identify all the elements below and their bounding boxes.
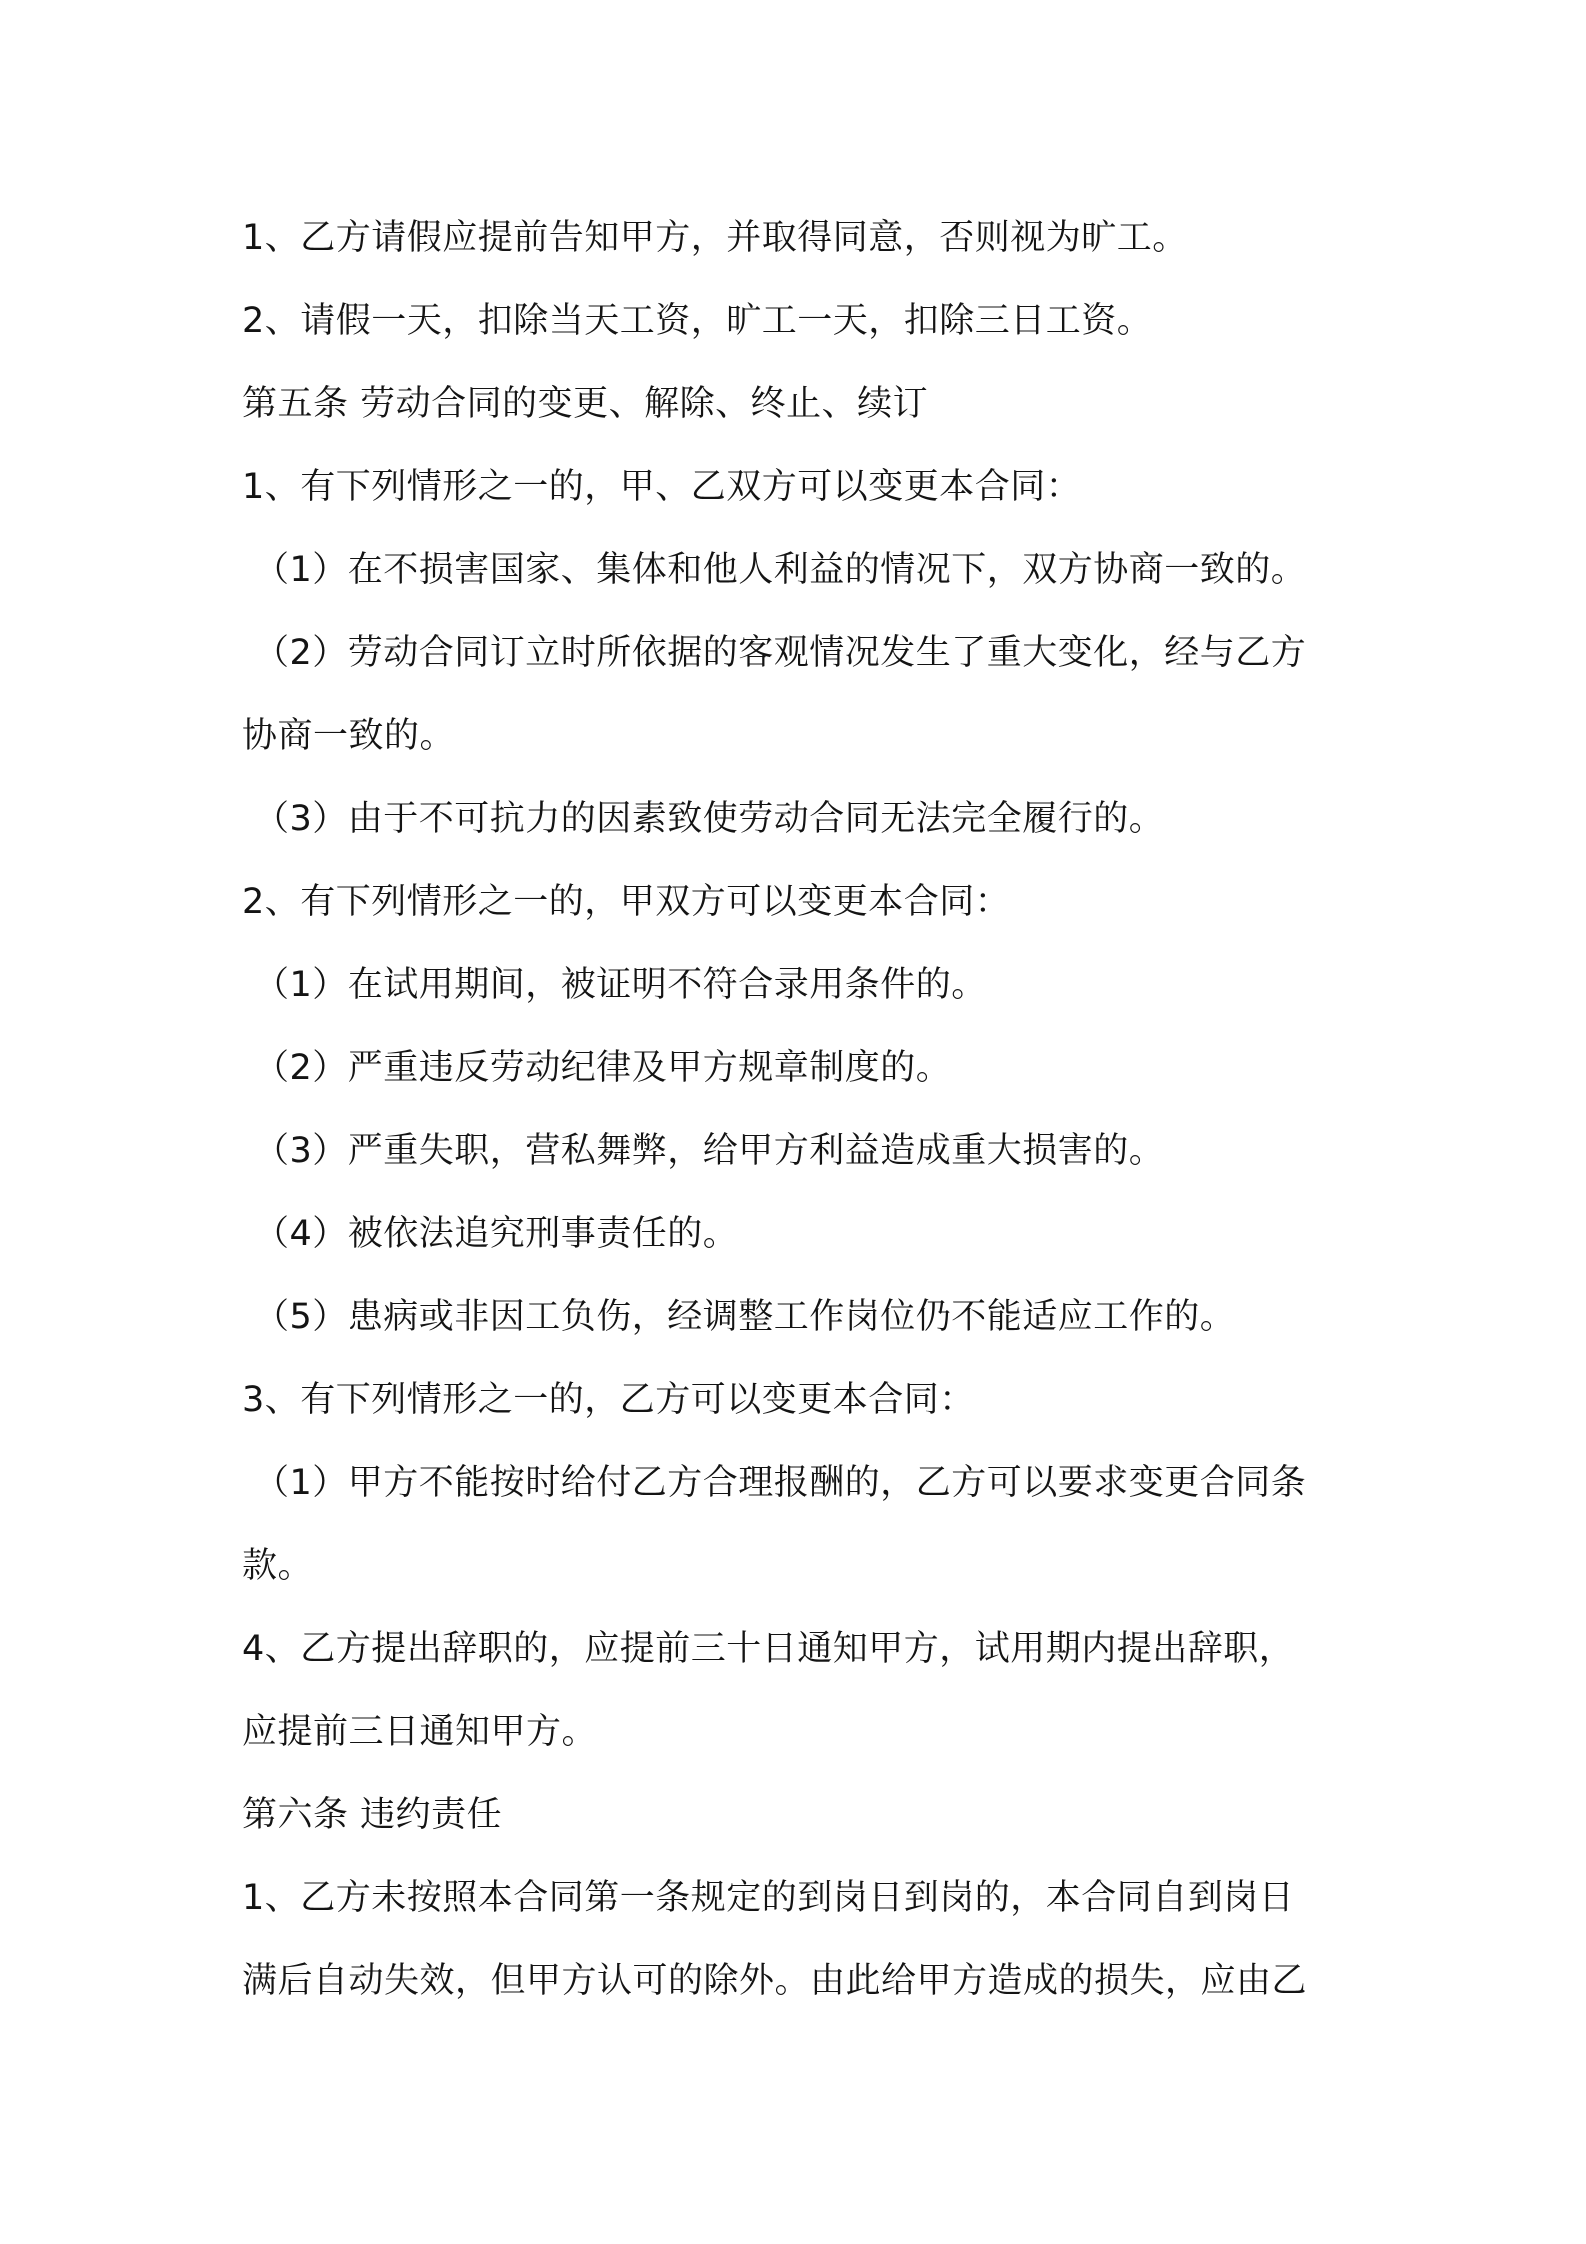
paragraph-line: （1）甲方不能按时给付乙方合理报酬的，乙方可以要求变更合同条 [254,1463,1307,1503]
paragraph-line: 1、有下列情形之一的，甲、乙双方可以变更本合同： [242,467,1082,507]
paragraph-line: 协商一致的。 [242,716,456,756]
paragraph-line: 1、乙方请假应提前告知甲方，并取得同意，否则视为旷工。 [242,218,1188,258]
paragraph-line: （4）被依法追究刑事责任的。 [254,1214,739,1254]
paragraph-line: 2、有下列情形之一的，甲双方可以变更本合同： [242,882,1011,922]
paragraph-line: 4、乙方提出辞职的，应提前三十日通知甲方，试用期内提出辞职， [242,1629,1295,1669]
paragraph-line: （3）严重失职，营私舞弊，给甲方利益造成重大损害的。 [254,1131,1165,1171]
paragraph-line: 1、乙方未按照本合同第一条规定的到岗日到岗的，本合同自到岗日 [242,1878,1295,1918]
paragraph-line: （1）在不损害国家、集体和他人利益的情况下，双方协商一致的。 [254,550,1307,590]
paragraph-line: （2）严重违反劳动纪律及甲方规章制度的。 [254,1048,952,1088]
paragraph-line: 2、请假一天，扣除当天工资，旷工一天，扣除三日工资。 [242,301,1153,341]
paragraph-line: 满后自动失效，但甲方认可的除外。由此给甲方造成的损失，应由乙 [242,1961,1308,2001]
document-body [242,197,1362,2023]
paragraph-line: （5）患病或非因工负伤，经调整工作岗位仍不能适应工作的。 [254,1297,1236,1337]
section-heading: 第六条 违约责任 [242,1795,503,1835]
paragraph-line: 应提前三日通知甲方。 [242,1712,598,1752]
paragraph-line: （1）在试用期间，被证明不符合录用条件的。 [254,965,987,1005]
paragraph-line: （3）由于不可抗力的因素致使劳动合同无法完全履行的。 [254,799,1165,839]
paragraph-line: 3、有下列情形之一的，乙方可以变更本合同： [242,1380,975,1420]
paragraph-line: 款。 [242,1546,314,1586]
section-heading: 第五条 劳动合同的变更、解除、终止、续订 [242,384,929,424]
paragraph-line: （2）劳动合同订立时所依据的客观情况发生了重大变化，经与乙方 [254,633,1307,673]
